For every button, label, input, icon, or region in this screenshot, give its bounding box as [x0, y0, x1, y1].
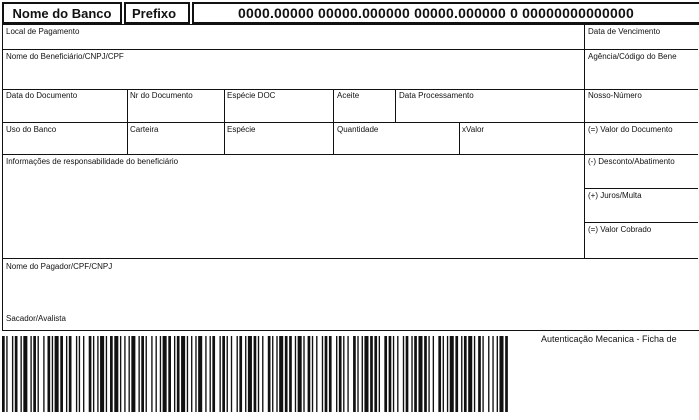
barcode-bar — [418, 336, 422, 412]
bank-prefix-box: Prefixo — [124, 2, 190, 24]
barcode-bar — [168, 336, 171, 412]
barcode-bar — [227, 336, 228, 412]
row-divider — [3, 258, 698, 259]
barcode-bar — [33, 336, 36, 412]
barcode-bar — [237, 336, 238, 412]
barcode-bar — [146, 336, 147, 412]
barcode-bar — [312, 336, 313, 412]
barcode-bar — [60, 336, 63, 412]
especie-doc-label: Espécie DOC — [227, 91, 276, 100]
barcode-bar — [151, 336, 152, 412]
barcode-bar — [272, 336, 273, 412]
barcode-bar — [6, 336, 7, 412]
barcode-bar — [79, 336, 80, 412]
barcode-bar — [461, 336, 462, 412]
barcode-bar — [93, 336, 94, 412]
barcode-bar — [43, 336, 44, 412]
barcode-bar — [156, 336, 157, 412]
barcode-bar — [362, 336, 363, 412]
barcode-bar — [210, 336, 211, 412]
barcode-bar — [488, 336, 489, 412]
barcode-bar — [428, 336, 429, 412]
barcode-bar — [411, 336, 412, 412]
column-divider — [333, 89, 334, 122]
barcode-bar — [329, 336, 332, 412]
barcode-bar — [20, 336, 21, 412]
barcode-bar — [447, 336, 448, 412]
barcode-bar — [30, 336, 31, 412]
pagador-label: Nome do Pagador/CPF/CNPJ — [6, 262, 113, 271]
row-divider — [3, 49, 698, 50]
quantidade-label: Quantidade — [337, 125, 379, 134]
barcode-bar — [141, 336, 144, 412]
barcode-bar — [505, 336, 508, 412]
column-divider — [584, 25, 585, 258]
barcode-bar — [374, 336, 377, 412]
barcode-bar — [15, 336, 18, 412]
barcode-bar — [384, 336, 387, 412]
barcode-bar — [191, 336, 192, 412]
barcode-bar — [97, 336, 98, 412]
barcode-bar — [316, 336, 317, 412]
barcode-bar — [177, 336, 180, 412]
barcode-bar — [89, 336, 92, 412]
barcode-bar — [474, 336, 475, 412]
beneficiario-label: Nome do Beneficiário/CNPJ/CPF — [6, 52, 124, 61]
row-divider — [3, 89, 698, 90]
column-divider — [395, 89, 396, 122]
barcode-bar — [298, 336, 302, 412]
barcode-bar — [443, 336, 444, 412]
juros-multa-label: (+) Juros/Multa — [588, 191, 642, 200]
column-divider — [333, 122, 334, 154]
barcode-bar — [219, 336, 220, 412]
column-divider — [459, 122, 460, 154]
barcode-bar — [438, 336, 441, 412]
barcode-bar — [222, 336, 225, 412]
barcode-bar — [414, 336, 417, 412]
barcode-bar — [424, 336, 427, 412]
barcode-bar — [393, 336, 394, 412]
barcode-bar — [248, 336, 252, 412]
uso-banco-label: Uso do Banco — [6, 125, 57, 134]
barcode-bar — [279, 336, 283, 412]
nosso-numero-label: Nosso-Número — [588, 91, 642, 100]
data-processamento-label: Data Processamento — [399, 91, 474, 100]
barcode-bar — [499, 336, 503, 412]
barcode-bar — [464, 336, 467, 412]
barcode-bar — [455, 336, 458, 412]
barcode-bar — [69, 336, 72, 412]
column-divider — [127, 122, 128, 154]
barcode-bar — [285, 336, 288, 412]
barcode-bar — [482, 336, 483, 412]
barcode-bar — [308, 336, 311, 412]
desconto-label: (-) Desconto/Abatimento — [588, 157, 675, 166]
barcode-bar — [163, 336, 167, 412]
barcode-bar — [138, 336, 139, 412]
barcode-bar — [76, 336, 77, 412]
barcode-bar — [254, 336, 257, 412]
barcode-bar — [2, 336, 5, 412]
barcode-bar — [478, 336, 481, 412]
row-divider — [584, 222, 698, 223]
barcode-bar — [66, 336, 67, 412]
column-divider — [127, 89, 128, 122]
aceite-label: Aceite — [337, 91, 360, 100]
barcode-bar — [357, 336, 358, 412]
local-pagamento-label: Local de Pagamento — [6, 27, 80, 36]
agencia-codigo-label: Agência/Código do Bene — [588, 52, 677, 61]
barcode-bar — [389, 336, 392, 412]
barcode-bar — [268, 336, 271, 412]
barcode-bar — [12, 336, 13, 412]
data-vencimento-label: Data de Vencimento — [588, 27, 661, 36]
barcode-bar — [181, 336, 185, 412]
barcode-bar — [347, 336, 348, 412]
barcode-bar — [195, 336, 196, 412]
barcode-bar — [343, 336, 344, 412]
barcode-bar — [114, 336, 118, 412]
row-divider — [3, 122, 698, 123]
barcode-bar — [450, 336, 454, 412]
barcode-bar — [364, 336, 368, 412]
barcode-bar — [131, 336, 135, 412]
slip-grid — [2, 24, 699, 331]
instrucoes-label: Informações de responsabilidade do beneficiário — [6, 157, 179, 166]
barcode-bar — [322, 336, 323, 412]
barcode-bar — [160, 336, 161, 412]
barcode-bar — [276, 336, 277, 412]
barcode-bar — [55, 336, 59, 412]
barcode-bar — [492, 336, 493, 412]
barcode-bar — [23, 336, 27, 412]
row-divider — [3, 154, 698, 155]
barcode — [2, 336, 508, 412]
barcode-bar — [303, 336, 304, 412]
barcode-bar — [406, 336, 409, 412]
barcode-bar — [198, 336, 202, 412]
valor-label: xValor — [462, 125, 485, 134]
barcode-bar — [106, 336, 107, 412]
digitable-line: 0000.00000 00000.000000 00000.000000 0 00000000000000 — [192, 2, 699, 24]
barcode-bar — [100, 336, 104, 412]
barcode-bar — [124, 336, 125, 412]
sacador-label: Sacador/Avalista — [6, 314, 66, 323]
column-divider — [224, 122, 225, 154]
barcode-bar — [497, 336, 498, 412]
valor-documento-label: (=) Valor do Documento — [588, 125, 673, 134]
barcode-bar — [205, 336, 206, 412]
carteira-label: Carteira — [130, 125, 159, 134]
barcode-bar — [239, 336, 242, 412]
barcode-bar — [174, 336, 175, 412]
row-divider — [584, 188, 698, 189]
autenticacao-label: Autenticação Mecanica - Ficha de — [541, 334, 677, 344]
especie-label: Espécie — [227, 125, 256, 134]
barcode-bar — [38, 336, 39, 412]
barcode-bar — [289, 336, 292, 412]
barcode-bar — [370, 336, 373, 412]
barcode-bar — [83, 336, 84, 412]
barcode-bar — [397, 336, 398, 412]
nr-documento-label: Nr do Documento — [130, 91, 193, 100]
barcode-bar — [258, 336, 259, 412]
barcode-bar — [52, 336, 53, 412]
barcode-bar — [47, 336, 50, 412]
barcode-bar — [325, 336, 328, 412]
barcode-bar — [245, 336, 246, 412]
barcode-bar — [433, 336, 434, 412]
barcode-bar — [336, 336, 337, 412]
barcode-bar — [120, 336, 121, 412]
barcode-bar — [295, 336, 296, 412]
barcode-bar — [379, 336, 380, 412]
barcode-bar — [468, 336, 472, 412]
barcode-bar — [187, 336, 188, 412]
barcode-bar — [262, 336, 263, 412]
valor-cobrado-label: (=) Valor Cobrado — [588, 225, 652, 234]
data-documento-label: Data do Documento — [6, 91, 78, 100]
barcode-bar — [129, 336, 130, 412]
barcode-bar — [339, 336, 342, 412]
barcode-bar — [212, 336, 215, 412]
barcode-bar — [353, 336, 356, 412]
bank-name-box: Nome do Banco — [2, 2, 122, 24]
barcode-bar — [403, 336, 404, 412]
barcode-bar — [231, 336, 232, 412]
column-divider — [224, 89, 225, 122]
barcode-bar — [110, 336, 113, 412]
